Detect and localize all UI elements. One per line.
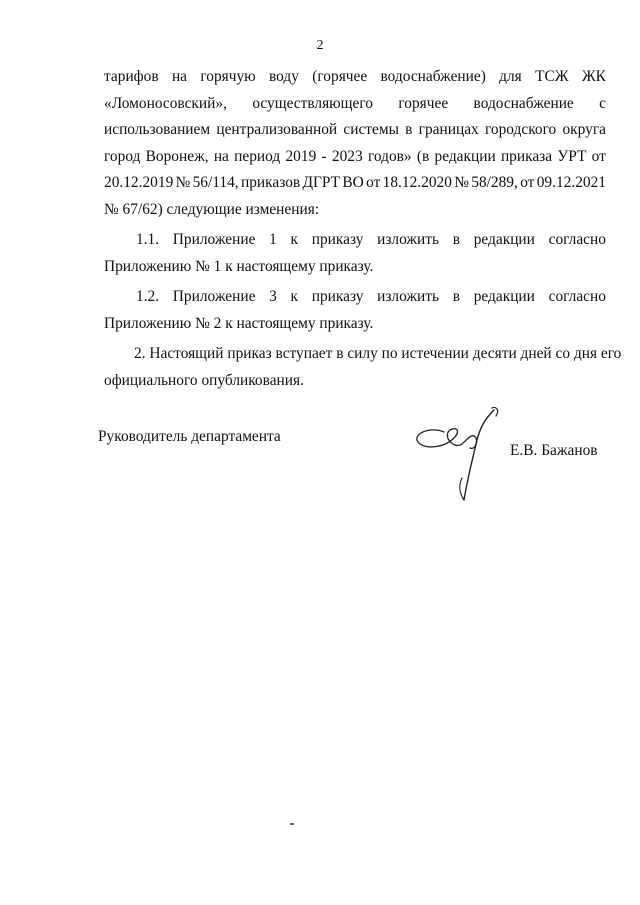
word: № [175, 174, 191, 191]
word: тарифов [104, 68, 159, 85]
word: приказов [240, 174, 301, 191]
word: 2023 [331, 147, 363, 165]
word: редакции [473, 288, 535, 305]
word: границах [418, 121, 479, 138]
word: (горячее [312, 68, 368, 85]
word: «Ломоносовский», [104, 94, 227, 112]
word: в [452, 231, 461, 248]
word: горячее [398, 94, 449, 112]
item-number: 1.1. [136, 231, 160, 248]
word: от [591, 147, 606, 165]
word: согласно [548, 288, 606, 305]
word: на [213, 147, 229, 165]
signatory-title: Руководитель департамента [98, 428, 281, 445]
word: водоснабжение) [380, 68, 486, 85]
word: редакции [434, 147, 496, 165]
word: период [234, 147, 281, 165]
word: годов» [367, 147, 412, 165]
word: Приложение [172, 231, 256, 248]
text-line: 2. Настоящий приказ вступает в силу по истечении десяти дней со дня его [134, 345, 622, 362]
word: системы [343, 121, 399, 138]
word: от [366, 174, 381, 191]
item-number: 1.2. [136, 288, 160, 305]
word: 1 [269, 231, 277, 248]
text-line: № 67/62) следующие изменения: [104, 200, 320, 218]
word: № [454, 174, 469, 191]
word: изложить [377, 231, 440, 248]
paragraph-tariffs [104, 64, 606, 223]
signatory-name: Е.В. Бажанов [510, 442, 598, 459]
word: согласно [548, 231, 606, 248]
text-line [104, 144, 606, 171]
word: к [290, 288, 298, 305]
word: - [321, 147, 327, 165]
scan-speck [290, 823, 294, 825]
text-line: официального опубликования. [104, 371, 304, 389]
item-1-1 [104, 227, 606, 280]
word: ЖК [581, 68, 606, 85]
page-number: 2 [316, 38, 324, 53]
word: городского [484, 121, 557, 138]
word: город [104, 147, 141, 165]
word: 2019 [285, 147, 317, 165]
word: 58/289, [471, 174, 518, 191]
word: осуществляющего [252, 94, 373, 112]
text-line: Приложению № 2 к настоящему приказу. [104, 314, 374, 332]
word: от [520, 174, 535, 191]
text-line [104, 284, 606, 311]
text-line [104, 91, 606, 118]
word: 20.12.2019 [104, 174, 174, 191]
word: приказа [500, 147, 553, 165]
word: УРТ [557, 147, 587, 165]
handwritten-signature [410, 404, 510, 504]
word: 56/114, [192, 174, 239, 191]
word: изложить [377, 288, 440, 305]
text-line: Приложению № 1 к настоящему приказу. [104, 257, 374, 275]
word: в [452, 288, 461, 305]
word: Воронеж, [145, 147, 209, 165]
text-line [104, 227, 606, 254]
word: к [290, 231, 298, 248]
word: Приложение [172, 288, 256, 305]
item-1-2 [104, 284, 606, 337]
text-line [104, 170, 606, 197]
text-line [104, 64, 606, 91]
word: централизованной [216, 121, 338, 138]
word: приказу [311, 288, 364, 305]
text-line [104, 117, 606, 144]
word: ДГРТ [302, 174, 341, 191]
word: использованием [104, 121, 211, 138]
word: 3 [269, 288, 277, 305]
word: 18.12.2020 [382, 174, 452, 191]
word: приказу [311, 231, 364, 248]
word: ВО [342, 174, 364, 191]
word: редакции [473, 231, 535, 248]
word: воду [268, 68, 299, 85]
word: водоснабжение [473, 94, 574, 112]
word: 09.12.2021 [536, 174, 606, 191]
item-2 [104, 341, 622, 394]
word: ТСЖ [535, 68, 569, 85]
word: на [171, 68, 188, 85]
word: (в [416, 147, 430, 165]
word: с [599, 94, 606, 112]
document-body [104, 64, 622, 394]
word: для [499, 68, 522, 85]
signature-block [98, 428, 608, 508]
word: горячую [200, 68, 256, 85]
word: в [405, 121, 413, 138]
word: округа [562, 121, 606, 138]
